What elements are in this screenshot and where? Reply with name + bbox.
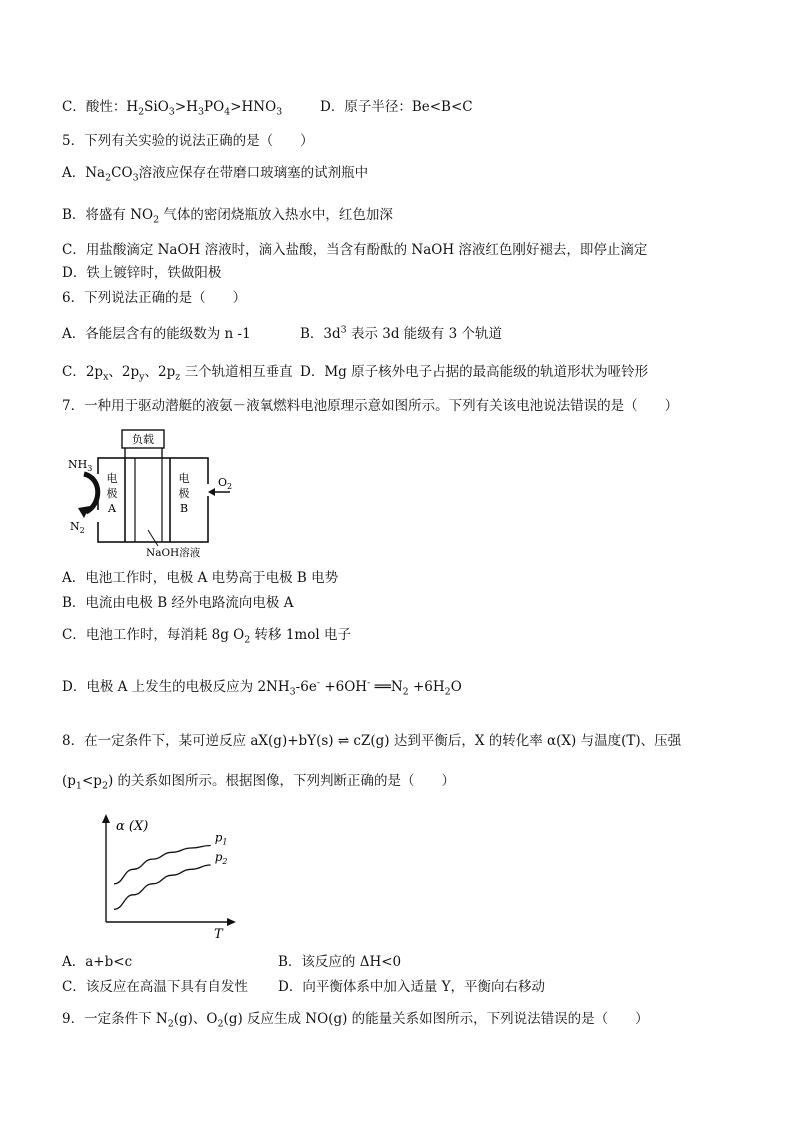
- electrode-a-label-1: 电: [106, 472, 118, 485]
- q6-option-d: D．Mg 原子核外电子占据的最高能级的轨道形状为哑铃形: [300, 364, 649, 380]
- series-p1-line: [114, 846, 211, 884]
- q6-stem: 6．下列说法正确的是（ ）: [62, 290, 247, 306]
- q7-option-b: B．电流由电极 B 经外电路流向电极 A: [62, 595, 294, 611]
- y-axis-label: α (X): [116, 819, 149, 834]
- cell-body: [98, 458, 208, 542]
- q6-option-a: A．各能层含有的能级数为 n -1: [62, 326, 251, 342]
- electrolyte-pointer: [148, 530, 158, 546]
- outlet-gap-left: [95, 510, 101, 522]
- q6-option-c: C．$2p_x$、$2p_y$、$2p_z$ 三个轨道相互垂直: [62, 364, 293, 383]
- electrode-b-label-2: 极: [178, 487, 190, 500]
- x-axis-arrowhead: [227, 918, 236, 926]
- q8-conversion-chart: [92, 812, 242, 942]
- q9-stem: 9．一定条件下 $N_2(g)$、$O_2(g)$ 反应生成 NO(g) 的能量关系如图所示，下列说法错误的是（ ）: [62, 1011, 649, 1030]
- q4-option-d: D．原子半径：Be<B<C: [320, 99, 473, 115]
- series-p2-label: $p_2$: [214, 850, 228, 866]
- q5-option-b: B．将盛有 $NO_2$ 气体的密闭烧瓶放入热水中，红色加深: [62, 207, 393, 226]
- o2-label: $O_2$: [218, 476, 233, 491]
- electrode-a-label-3: A: [108, 502, 116, 515]
- electrode-b-label-1: 电: [178, 472, 190, 485]
- q4-option-c: C．酸性：$H_2SiO_3>H_3PO_4>HNO_3$: [62, 99, 283, 118]
- q8-stem-line1: 8．在一定条件下，某可逆反应 aX(g)+bY(s) ⇌ cZ(g) 达到平衡后，X 的转化率 α(X) 与温度(T)、压强: [62, 733, 682, 749]
- n2-label: $N_2$: [70, 520, 85, 535]
- electrode-b-label-3: B: [179, 502, 189, 515]
- q7-option-c: C．电池工作时，每消耗 8g $O_2$ 转移 1mol 电子: [62, 627, 351, 646]
- q6-option-b: B．$3d^3$ 表示 3d 能级有 3 个轨道: [300, 324, 502, 342]
- load-label: 负载: [132, 433, 154, 446]
- q8-option-d: D．向平衡体系中加入适量 Y，平衡向右移动: [278, 979, 546, 995]
- nh3-label: $NH_3$: [68, 458, 93, 473]
- fuel-cell-diagram: [62, 426, 252, 560]
- x-axis-label: T: [214, 927, 223, 942]
- series-p1-label: $p_1$: [214, 830, 228, 847]
- q5-stem: 5．下列有关实验的说法正确的是（ ）: [62, 133, 314, 149]
- q7-option-a: A．电池工作时，电极 A 电势高于电极 B 电势: [62, 570, 339, 586]
- q5-option-a: A．$Na_2CO_3$溶液应保存在带磨口玻璃塞的试剂瓶中: [62, 165, 369, 184]
- flow-arrow: [84, 474, 98, 512]
- q8-stem-line2: $(p_1<p_2)$ 的关系如图所示。根据图像，下列判断正确的是（ ）: [62, 773, 456, 792]
- q8-option-a: A．a+b<c: [62, 954, 133, 970]
- electrolyte-label: NaOH溶液: [146, 547, 201, 559]
- q7-stem: 7．一种用于驱动潜艇的液氨－液氧燃料电池原理示意如图所示。下列有关该电池说法错误的是（ ）: [62, 398, 679, 414]
- q5-option-d: D．铁上镀锌时，铁做阳极: [62, 265, 222, 281]
- electrode-a-label-2: 极: [106, 487, 118, 500]
- q5-option-c: C．用盐酸滴定 NaOH 溶液时，滴入盐酸，当含有酚酞的 NaOH 溶液红色刚好褪去，即停止滴定: [62, 242, 648, 258]
- q7-option-d: D．电极 A 上发生的电极反应为 $2NH_3-6e^- +6OH^-$ $══N_2 +6H_2O$: [62, 677, 462, 698]
- inlet-gap-right: [205, 484, 211, 496]
- q8-option-b: B．该反应的 ΔH<0: [278, 954, 402, 970]
- q8-option-c: C．该反应在高温下具有自发性: [62, 979, 248, 995]
- y-axis-arrowhead: [102, 814, 110, 823]
